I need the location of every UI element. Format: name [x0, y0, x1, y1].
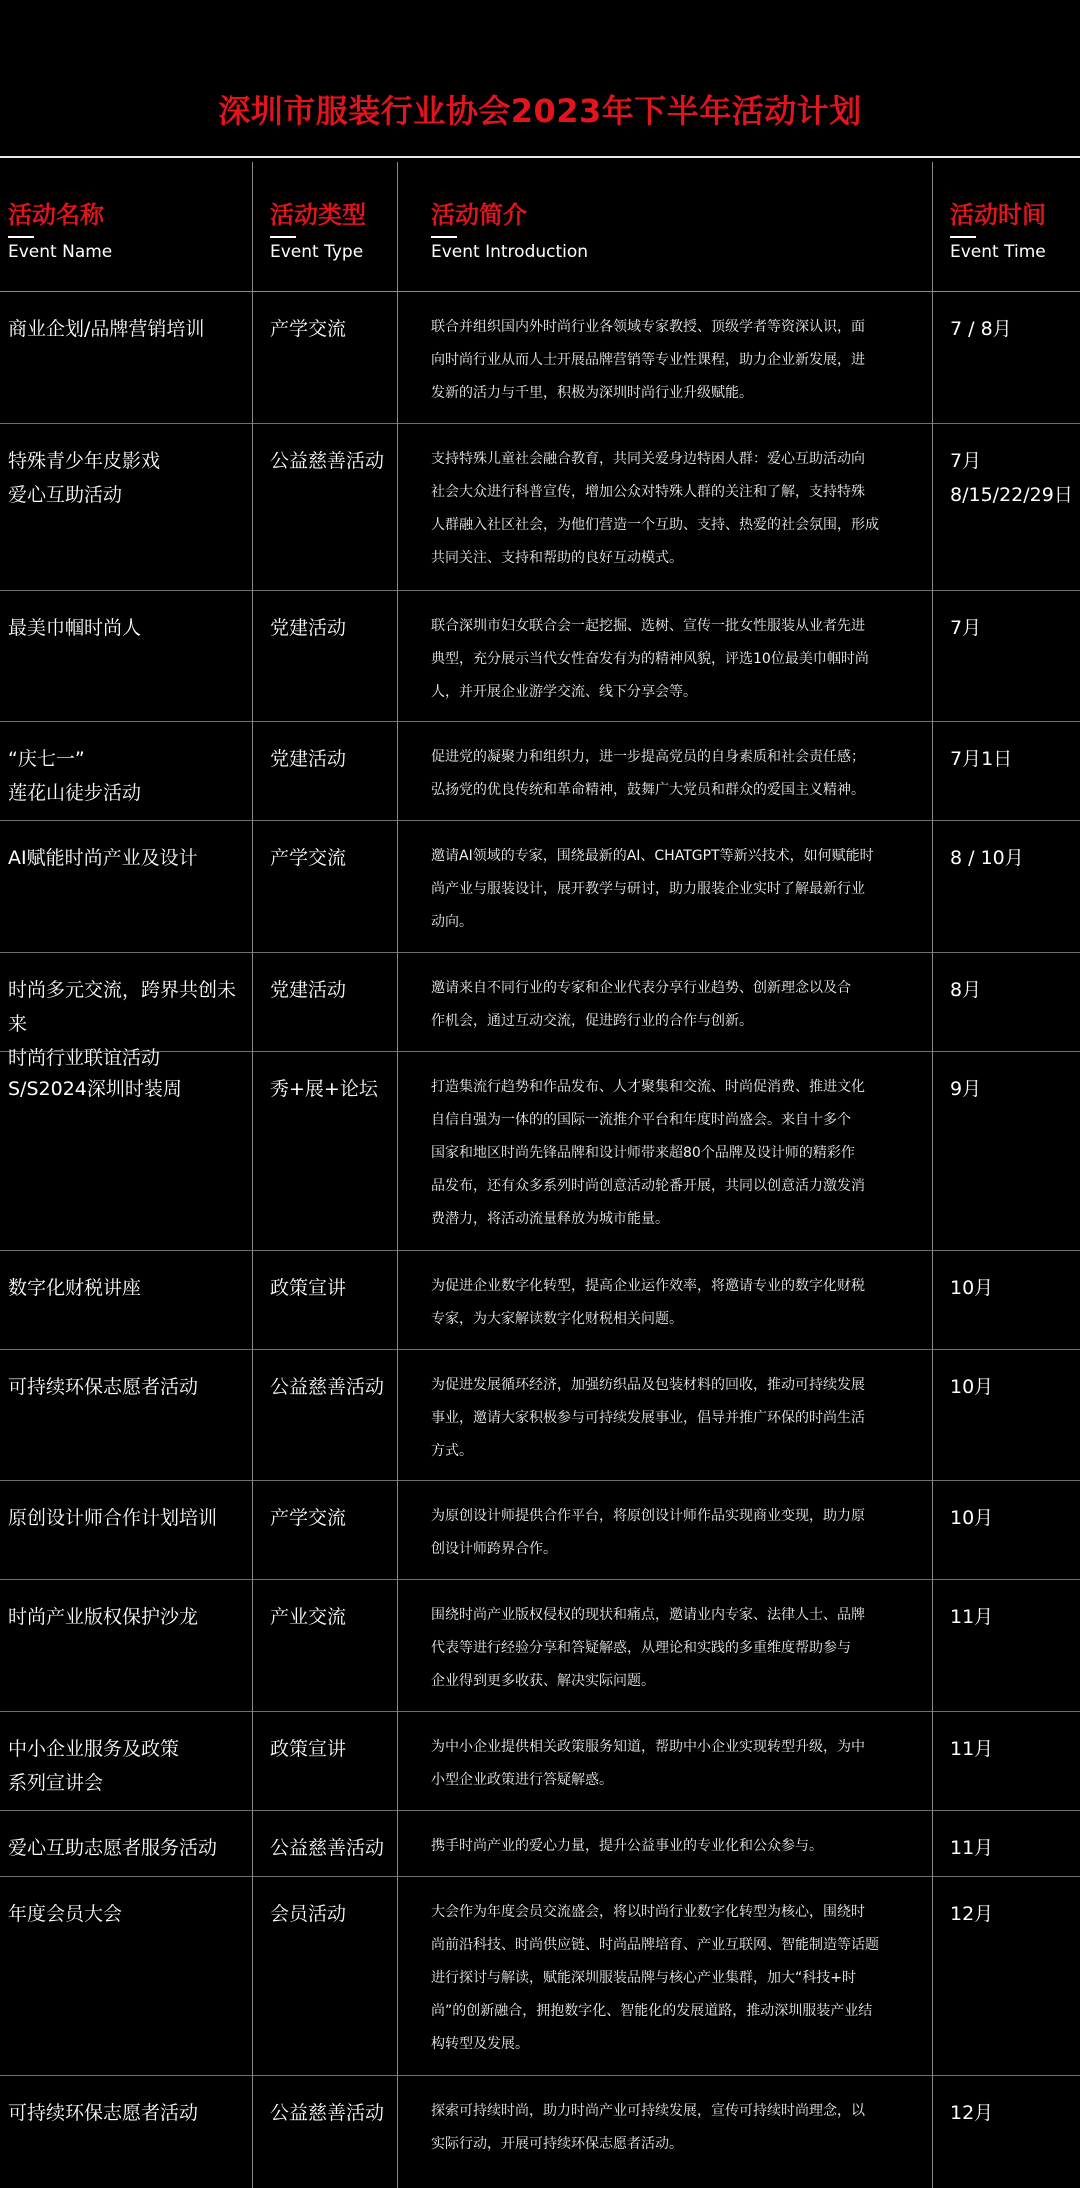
event-time: 11月 [950, 1606, 994, 1628]
event-type: 产业交流 [270, 1606, 347, 1628]
event-intro: 为中小企业提供相关政策服务知道，帮助中小企业实现转型升级，为中 小型企业政策进行答疑解惑。 [431, 1739, 865, 1788]
header-event-name-en: Event Name [8, 242, 113, 262]
event-time: 9月 [950, 1078, 982, 1100]
event-intro: 为促进企业数字化转型，提高企业运作效率，将邀请专业的数字化财税 专家，为大家解读数字化财税相关问题。 [431, 1278, 865, 1327]
event-time: 12月 [950, 1903, 994, 1925]
event-name: 特殊青少年皮影戏 爱心互助活动 [8, 450, 161, 506]
table-row [0, 722, 1080, 821]
event-intro: 联合深圳市妇女联合会一起挖掘、选树、宣传一批女性服装从业者先进 典型，充分展示当代女性奋发有为的精神风貌，评选10位最美巾帼时尚 人，并开展企业游学交流、线下分享会等。 [431, 618, 869, 700]
event-time: 10月 [950, 1376, 994, 1398]
header-divider [950, 236, 976, 238]
event-time: 12月 [950, 2102, 994, 2124]
event-intro: 促进党的凝聚力和组织力，进一步提高党员的自身素质和社会责任感； 弘扬党的优良传统和革命精神，鼓舞广大党员和群众的爱国主义精神。 [431, 749, 865, 798]
title-bar [0, 0, 1080, 158]
table-row [0, 953, 1080, 1069]
event-type: 会员活动 [270, 1903, 347, 1925]
event-name: 爱心互助志愿者服务活动 [8, 1837, 218, 1859]
table-row [0, 1350, 1080, 1481]
header-divider [431, 236, 457, 238]
event-type: 公益慈善活动 [270, 2102, 385, 2124]
table-row [0, 1052, 1080, 1251]
event-time: 10月 [950, 1507, 994, 1529]
event-type: 公益慈善活动 [270, 1376, 385, 1398]
event-name: S/S2024深圳时装周 [8, 1078, 182, 1100]
column-divider [252, 162, 253, 2188]
event-type: 产学交流 [270, 847, 347, 869]
table-row [0, 292, 1080, 424]
table-row [0, 424, 1080, 591]
event-type: 产学交流 [270, 318, 347, 340]
header-event-time-en: Event Time [950, 242, 1046, 262]
table-header [0, 158, 1080, 292]
event-name: 可持续环保志愿者活动 [8, 1376, 199, 1398]
event-name: 时尚产业版权保护沙龙 [8, 1606, 199, 1628]
column-divider [932, 162, 933, 2188]
event-name: 时尚多元交流，跨界共创未来 时尚行业联谊活动 [8, 979, 237, 1069]
event-intro: 打造集流行趋势和作品发布、人才聚集和交流、时尚促消费、推进文化 自信自强为一体的的国际一流推介平台和年度时尚盛会。来自十多个 国家和地区时尚先锋品牌和设计师带来超80个品牌及设计师的精彩作 品发布，还有众多系列时尚创意活动轮番开展，共同以创意活力激发消 费潜力，将活动流量释放为城市能量。 [431, 1079, 865, 1227]
header-event-type-en: Event Type [270, 242, 364, 262]
event-time: 7月 8/15/22/29日 [950, 450, 1073, 506]
column-divider [397, 162, 398, 2188]
event-time: 10月 [950, 1277, 994, 1299]
table-row [0, 821, 1080, 953]
event-name: AI赋能时尚产业及设计 [8, 847, 198, 869]
table-row [0, 1481, 1080, 1580]
event-name: 数字化财税讲座 [8, 1277, 142, 1299]
event-time: 8月 [950, 979, 982, 1001]
event-intro: 大会作为年度会员交流盛会，将以时尚行业数字化转型为核心，围绕时 尚前沿科技、时尚供应链、时尚品牌培育、产业互联网、智能制造等话题 进行探讨与解读，赋能深圳服装品牌与核心产业集群，加大“科技+时 尚”的创新融合，拥抱数字化、智能化的发展道路，推动深圳服装产业结 构转型及发展。 [431, 1904, 879, 2052]
event-name: 中小企业服务及政策 系列宣讲会 [8, 1738, 180, 1794]
event-type: 党建活动 [270, 748, 347, 770]
event-type: 公益慈善活动 [270, 1837, 385, 1859]
event-intro: 为原创设计师提供合作平台，将原创设计师作品实现商业变现，助力原 创设计师跨界合作。 [431, 1508, 865, 1557]
event-intro: 携手时尚产业的爱心力量，提升公益事业的专业化和公众参与。 [431, 1838, 823, 1854]
event-name: 年度会员大会 [8, 1903, 123, 1925]
table-row [0, 1811, 1080, 1877]
event-table [0, 158, 1080, 2187]
table-row [0, 591, 1080, 722]
event-name: 商业企划/品牌营销培训 [8, 318, 205, 340]
event-type: 党建活动 [270, 617, 347, 639]
event-intro: 围绕时尚产业版权侵权的现状和痛点，邀请业内专家、法律人士、品牌 代表等进行经验分享和答疑解惑，从理论和实践的多重维度帮助参与 企业得到更多收获、解决实际问题。 [431, 1607, 865, 1689]
header-event-type-cn: 活动类型 [270, 201, 366, 229]
header-divider [8, 236, 34, 238]
event-name: “庆七一” 莲花山徒步活动 [8, 748, 142, 804]
table-row [0, 1580, 1080, 1712]
event-intro: 邀请AI领域的专家，围绕最新的AI、CHATGPT等新兴技术，如何赋能时 尚产业与服装设计，展开教学与研讨，助力服装企业实时了解最新行业 动向。 [431, 848, 874, 930]
event-type: 政策宣讲 [270, 1277, 347, 1299]
header-event-time-cn: 活动时间 [950, 201, 1046, 229]
event-intro: 联合并组织国内外时尚行业各领域专家教授、顶级学者等资深认识，面 向时尚行业从而人士开展品牌营销等专业性课程，助力企业新发展，进 发新的活力与千里，积极为深圳时尚行业升级赋能。 [431, 319, 865, 401]
event-intro: 支持特殊儿童社会融合教育，共同关爱身边特困人群：爱心互助活动向 社会大众进行科普宣传，增加公众对特殊人群的关注和了解，支持特殊 人群融入社区社会，为他们营造一个互助、支持、热爱的社会氛围，形成 共同关注、支持和帮助的良好互动模式。 [431, 451, 879, 566]
header-event-intro-en: Event Introduction [431, 242, 589, 262]
event-time: 7月 [950, 617, 982, 639]
event-type: 产学交流 [270, 1507, 347, 1529]
event-intro: 探索可持续时尚，助力时尚产业可持续发展，宣传可持续时尚理念，以 实际行动，开展可持续环保志愿者活动。 [431, 2103, 865, 2152]
event-name: 原创设计师合作计划培训 [8, 1507, 218, 1529]
table-row [0, 1712, 1080, 1811]
header-divider [270, 236, 296, 238]
event-name: 最美巾帼时尚人 [8, 617, 142, 639]
event-time: 7 / 8月 [950, 318, 1012, 340]
event-type: 秀+展+论坛 [270, 1078, 378, 1100]
event-time: 7月1日 [950, 748, 1013, 770]
event-type: 党建活动 [270, 979, 347, 1001]
table-row [0, 2076, 1080, 2187]
event-time: 8 / 10月 [950, 847, 1024, 869]
event-type: 政策宣讲 [270, 1738, 347, 1760]
event-intro: 为促进发展循环经济，加强纺织品及包装材料的回收，推动可持续发展 事业，邀请大家积极参与可持续发展事业，倡导并推广环保的时尚生活 方式。 [431, 1377, 865, 1459]
table-row [0, 1877, 1080, 2076]
event-time: 11月 [950, 1738, 994, 1760]
event-intro: 邀请来自不同行业的专家和企业代表分享行业趋势、创新理念以及合 作机会，通过互动交流，促进跨行业的合作与创新。 [431, 980, 851, 1029]
table-row [0, 1251, 1080, 1350]
header-event-intro-cn: 活动简介 [431, 201, 527, 229]
header-event-name-cn: 活动名称 [8, 201, 104, 229]
event-type: 公益慈善活动 [270, 450, 385, 472]
event-name: 可持续环保志愿者活动 [8, 2102, 199, 2124]
event-time: 11月 [950, 1837, 994, 1859]
page-title: 深圳市服装行业协会2023年下半年活动计划 [218, 92, 862, 130]
